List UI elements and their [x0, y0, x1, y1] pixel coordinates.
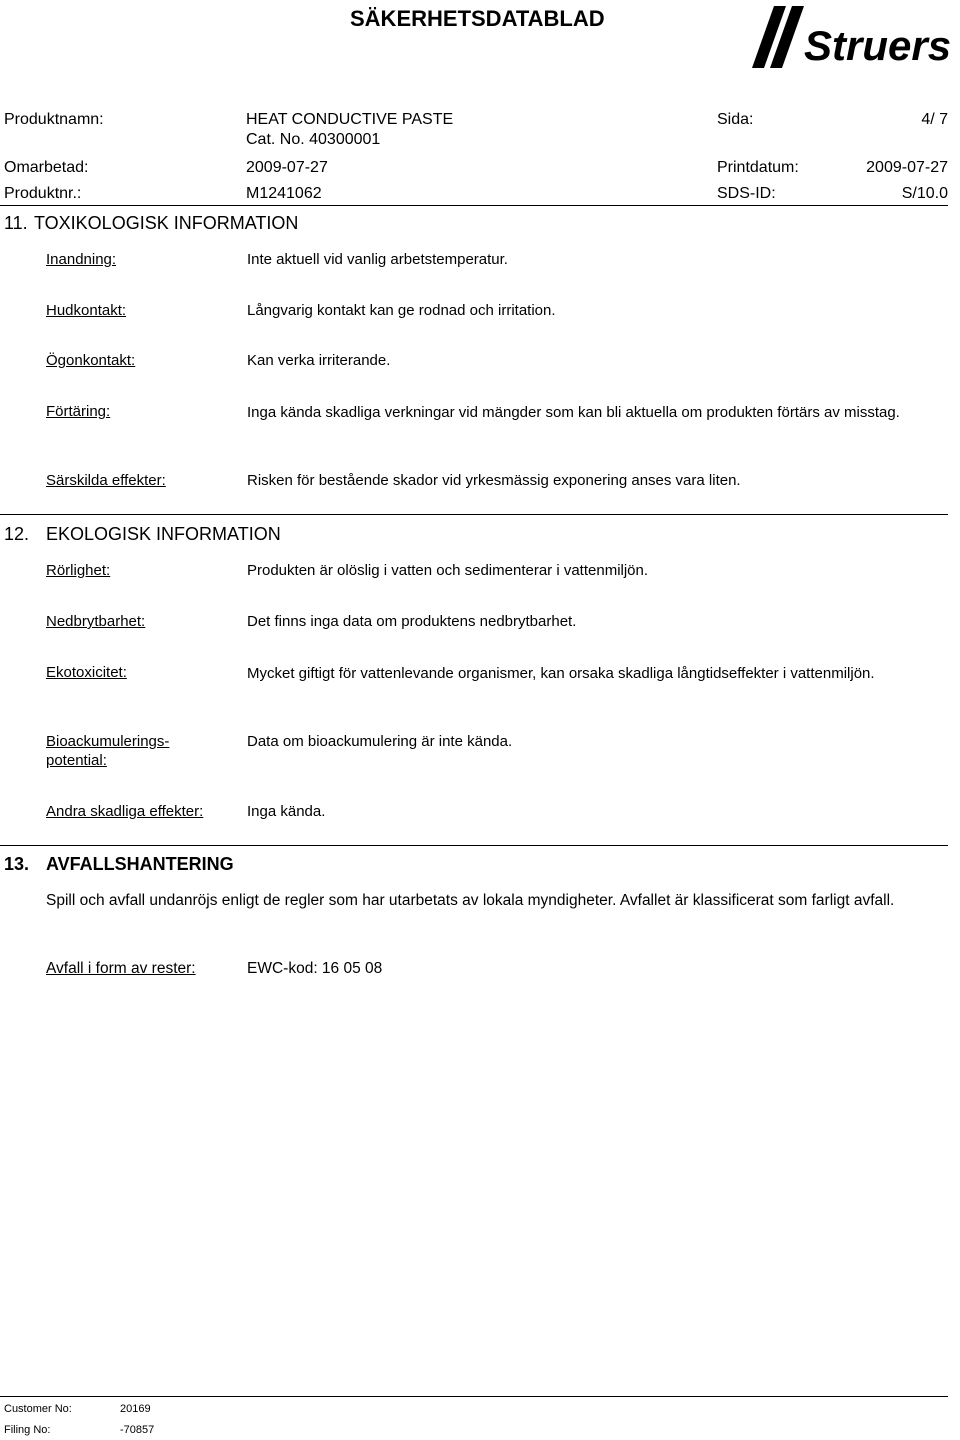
customer-number-label: Customer No: — [4, 1403, 72, 1415]
row-label: Hudkontakt: — [46, 302, 127, 319]
page-value: 4/ 7 — [921, 111, 948, 128]
waste-value: EWC-kod: 16 05 08 — [247, 960, 383, 977]
row-value: Långvarig kontakt kan ge rodnad och irritation. — [247, 302, 556, 319]
cat-no: Cat. No. 40300001 — [246, 131, 381, 148]
row-label: Andra skadliga effekter: — [46, 803, 204, 820]
product-name-value: HEAT CONDUCTIVE PASTE — [246, 111, 454, 128]
row-value: Inga kända. — [247, 803, 326, 820]
row-value: Produkten är olöslig i vatten och sedimenterar i vattenmiljön. — [247, 562, 649, 579]
section-11-heading: TOXIKOLOGISK INFORMATION — [34, 213, 299, 233]
document-title: SÄKERHETSDATABLAD — [350, 6, 605, 31]
waste-label: Avfall i form av rester: — [46, 960, 196, 977]
row-label: Ekotoxicitet: — [46, 664, 127, 681]
filing-number-value: -70857 — [120, 1424, 155, 1436]
row-label: Särskilda effekter: — [46, 472, 166, 489]
row-value: Inte aktuell vid vanlig arbetstemperatur. — [247, 251, 508, 268]
row-label: Rörlighet: — [46, 562, 111, 579]
product-number-label: Produktnr.: — [4, 185, 82, 202]
filing-number-label: Filing No: — [4, 1424, 51, 1436]
section-13-number: 13. — [4, 854, 30, 874]
sds-id-label: SDS-ID: — [717, 185, 776, 202]
row-value: Risken för bestående skador vid yrkesmässig exponering anses vara liten. — [247, 472, 741, 489]
row-label: Ögonkontakt: — [46, 352, 136, 369]
row-label: Bioackumulerings- — [46, 733, 170, 750]
divider — [0, 514, 948, 515]
logo-wordmark: Struers — [804, 22, 952, 69]
disposal-paragraph: Spill och avfall undanröjs enligt de regler som har utarbetats av lokala myndigheter. Avfallet är klassificerat som farligt avfall. — [46, 892, 895, 909]
page-label: Sida: — [717, 111, 754, 128]
section-12-heading: EKOLOGISK INFORMATION — [46, 524, 281, 544]
revised-label: Omarbetad: — [4, 159, 89, 176]
divider — [0, 845, 948, 846]
section-13-heading: AVFALLSHANTERING — [46, 854, 234, 874]
customer-number-value: 20169 — [120, 1403, 151, 1415]
sds-id-value: S/10.0 — [901, 185, 948, 202]
row-label: Förtäring: — [46, 403, 111, 420]
section-11-number: 11. — [4, 213, 28, 233]
section-12-number: 12. — [4, 524, 30, 544]
footer-divider — [0, 1396, 948, 1397]
row-value: Mycket giftigt för vattenlevande organismer, kan orsaka skadliga långtidseffekter i vattenmiljön. — [247, 665, 875, 682]
divider — [0, 205, 948, 206]
product-number-value: M1241062 — [246, 185, 322, 202]
revised-value: 2009-07-27 — [246, 159, 328, 176]
row-value: Kan verka irriterande. — [247, 352, 391, 369]
print-date-value: 2009-07-27 — [866, 159, 948, 176]
struers-logo — [746, 2, 958, 72]
row-value: Data om bioackumulering är inte kända. — [247, 733, 513, 750]
print-date-label: Printdatum: — [717, 159, 799, 176]
row-label: Inandning: — [46, 251, 117, 268]
row-value: Det finns inga data om produktens nedbrytbarhet. — [247, 613, 577, 630]
row-label: Nedbrytbarhet: — [46, 613, 146, 630]
product-name-label: Produktnamn: — [4, 111, 104, 128]
row-label: potential: — [46, 752, 107, 769]
row-value: Inga kända skadliga verkningar vid mängder som kan bli aktuella om produkten förtärs av misstag. — [247, 404, 900, 421]
